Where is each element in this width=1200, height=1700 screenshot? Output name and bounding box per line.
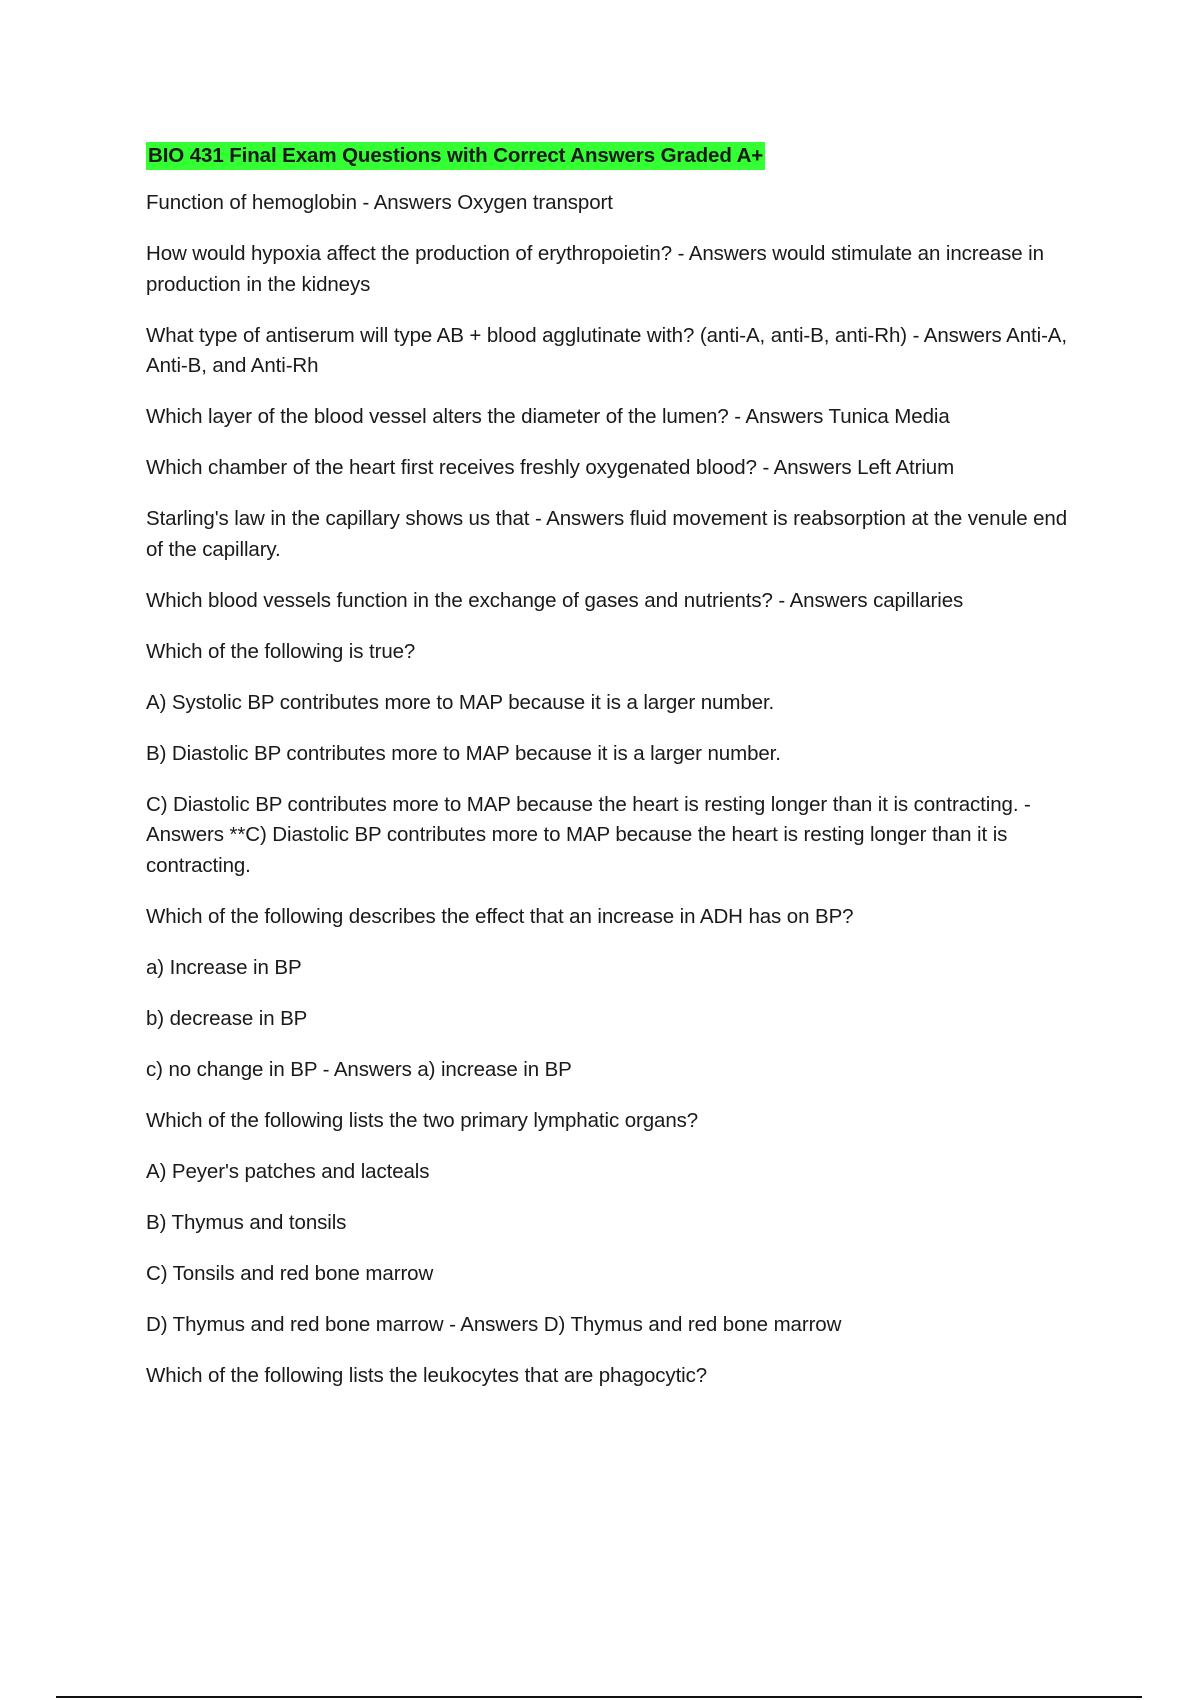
- answer-option: A) Systolic BP contributes more to MAP because it is a larger number.: [146, 690, 775, 714]
- answer-option: C) Diastolic BP contributes more to MAP because the heart is resting longer than it is contracting. - Answers **C) Diastolic BP contributes more to MAP because the heart is resting longer than it is contracting.: [146, 792, 1031, 877]
- answer-option: b) decrease in BP: [146, 1006, 308, 1030]
- answer-option: c) no change in BP - Answers a) increase in BP: [146, 1057, 572, 1081]
- question: Which of the following lists the two primary lymphatic organs?: [146, 1108, 699, 1132]
- question: Which of the following describes the effect that an increase in ADH has on BP?: [146, 904, 854, 928]
- footer-divider: [56, 1696, 1142, 1698]
- paragraph: Function of hemoglobin - Answers Oxygen transport: [146, 191, 613, 214]
- question: Which of the following lists the leukocytes that are phagocytic?: [146, 1363, 708, 1387]
- paragraph: What type of antiserum will type AB + blood agglutinate with? (anti-A, anti-B, anti-Rh) - Answers Anti-A, Anti-B, and Anti-Rh: [146, 323, 1067, 377]
- answer-option: C) Tonsils and red bone marrow: [146, 1261, 434, 1285]
- paragraph: Which layer of the blood vessel alters the diameter of the lumen? - Answers Tunica Media: [146, 405, 950, 428]
- answer-option: B) Thymus and tonsils: [146, 1210, 347, 1234]
- document-page: [146, 142, 1086, 1412]
- question: Which of the following is true?: [146, 639, 416, 663]
- paragraph: Which blood vessels function in the exchange of gases and nutrients? - Answers capillaries: [146, 588, 964, 612]
- document-title: BIO 431 Final Exam Questions with Correct Answers Graded A+: [146, 142, 765, 170]
- answer-option: B) Diastolic BP contributes more to MAP because it is a larger number.: [146, 741, 781, 765]
- answer-option: a) Increase in BP: [146, 955, 302, 979]
- answer-option: A) Peyer's patches and lacteals: [146, 1159, 430, 1183]
- paragraph: How would hypoxia affect the production of erythropoietin? - Answers would stimulate an increase in production in the kidneys: [146, 242, 1044, 296]
- paragraph: Starling's law in the capillary shows us that - Answers fluid movement is reabsorption at the venule end of the capillary.: [146, 507, 1068, 561]
- answer-option: D) Thymus and red bone marrow - Answers D) Thymus and red bone marrow: [146, 1312, 842, 1336]
- paragraph: Which chamber of the heart first receives freshly oxygenated blood? - Answers Left Atrium: [146, 456, 955, 479]
